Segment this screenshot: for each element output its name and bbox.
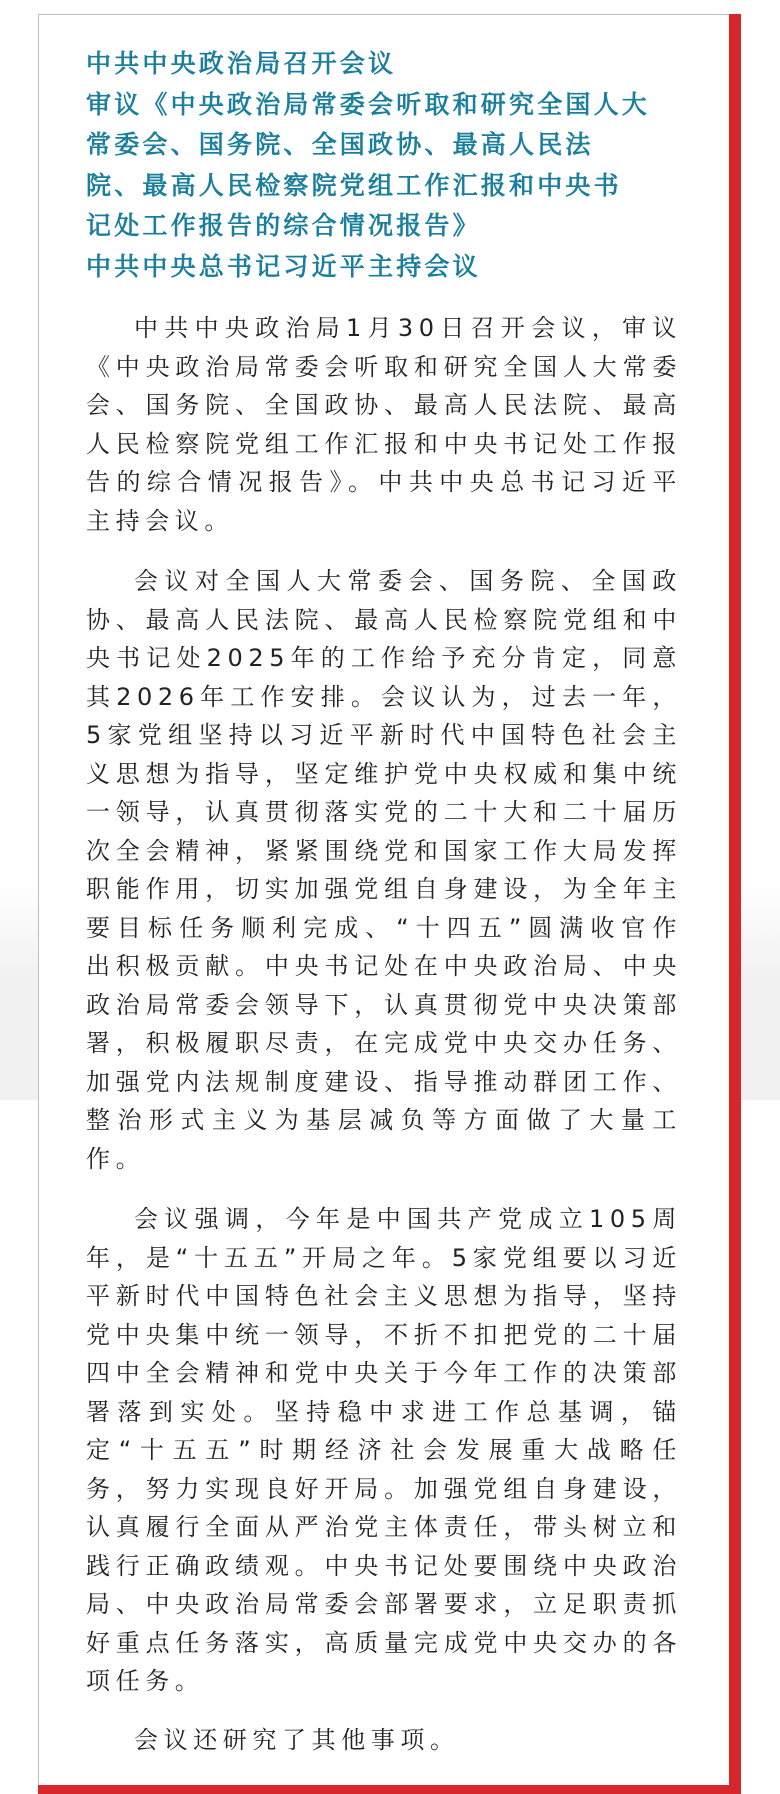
headline-line-3: 常委会、国务院、全国政协、最高人民法	[86, 130, 594, 159]
article-headline	[86, 44, 682, 287]
headline-line-2: 审议《中央政治局常委会听取和研究全国人大	[86, 89, 651, 119]
paragraph-meeting-summary: 中共中央政治局1月30日召开会议，审议《中央政治局常委会听取和研究全国人大常委会、国务院、全国政协、最高人民法院、最高人民检察院党组工作汇报和中央书记处工作报告的综合情况报告》。中共中央总书记习近平主持会议。	[86, 314, 682, 535]
paragraph-other-matters: 会议还研究了其他事项。	[134, 1725, 460, 1754]
red-border-bottom	[38, 1785, 741, 1794]
article-content	[86, 44, 682, 1759]
red-border-right	[729, 14, 741, 1794]
headline-line-5: 记处工作报告的综合情况报告》	[86, 211, 481, 240]
paragraph-meeting-emphasis: 会议强调，今年是中国共产党成立105周年，是“十五五”开局之年。5家党组要以习近平新时代中国特色社会主义思想为指导，坚持党中央集中统一领导，不折不扣把党的二十届四中全会精神和党中央关于今年工作的决策部署落到实处。坚持稳中求进工作总基调，锚定“十五五”时期经济社会发展重大战略任务，努力实现良好开局。加强党组自身建设，认真履行全面从严治党主体责任，带头树立和践行正确政绩观。中央书记处要围绕中央政治局、中央政治局常委会部署要求，立足职责抓好重点任务落实，高质量完成党中央交办的各项任务。	[86, 1205, 682, 1695]
paragraph-work-review: 会议对全国人大常委会、国务院、全国政协、最高人民法院、最高人民检察院党组和中央书记处2025年的工作给予充分肯定，同意其2026年工作安排。会议认为，过去一年，5家党组坚持以习近平新时代中国特色社会主义思想为指导，坚定维护党中央权威和集中统一领导，认真贯彻落实党的二十大和二十届历次全会精神，紧紧围绕党和国家工作大局发挥职能作用，切实加强党组自身建设，为全年主要目标任务顺利完成、“十四五”圆满收官作出积极贡献。中央书记处在中央政治局、中央政治局常委会领导下，认真贯彻党中央决策部署，积极履职尽责，在完成党中央交办任务、加强党内法规制度建设、指导推动群团工作、整治形式主义为基层减负等方面做了大量工作。	[86, 567, 682, 1173]
headline-line-1: 中共中央政治局召开会议	[86, 49, 397, 78]
headline-line-6: 中共中央总书记习近平主持会议	[86, 251, 481, 281]
headline-line-4: 院、最高人民检察院党组工作汇报和中央书	[86, 170, 622, 200]
